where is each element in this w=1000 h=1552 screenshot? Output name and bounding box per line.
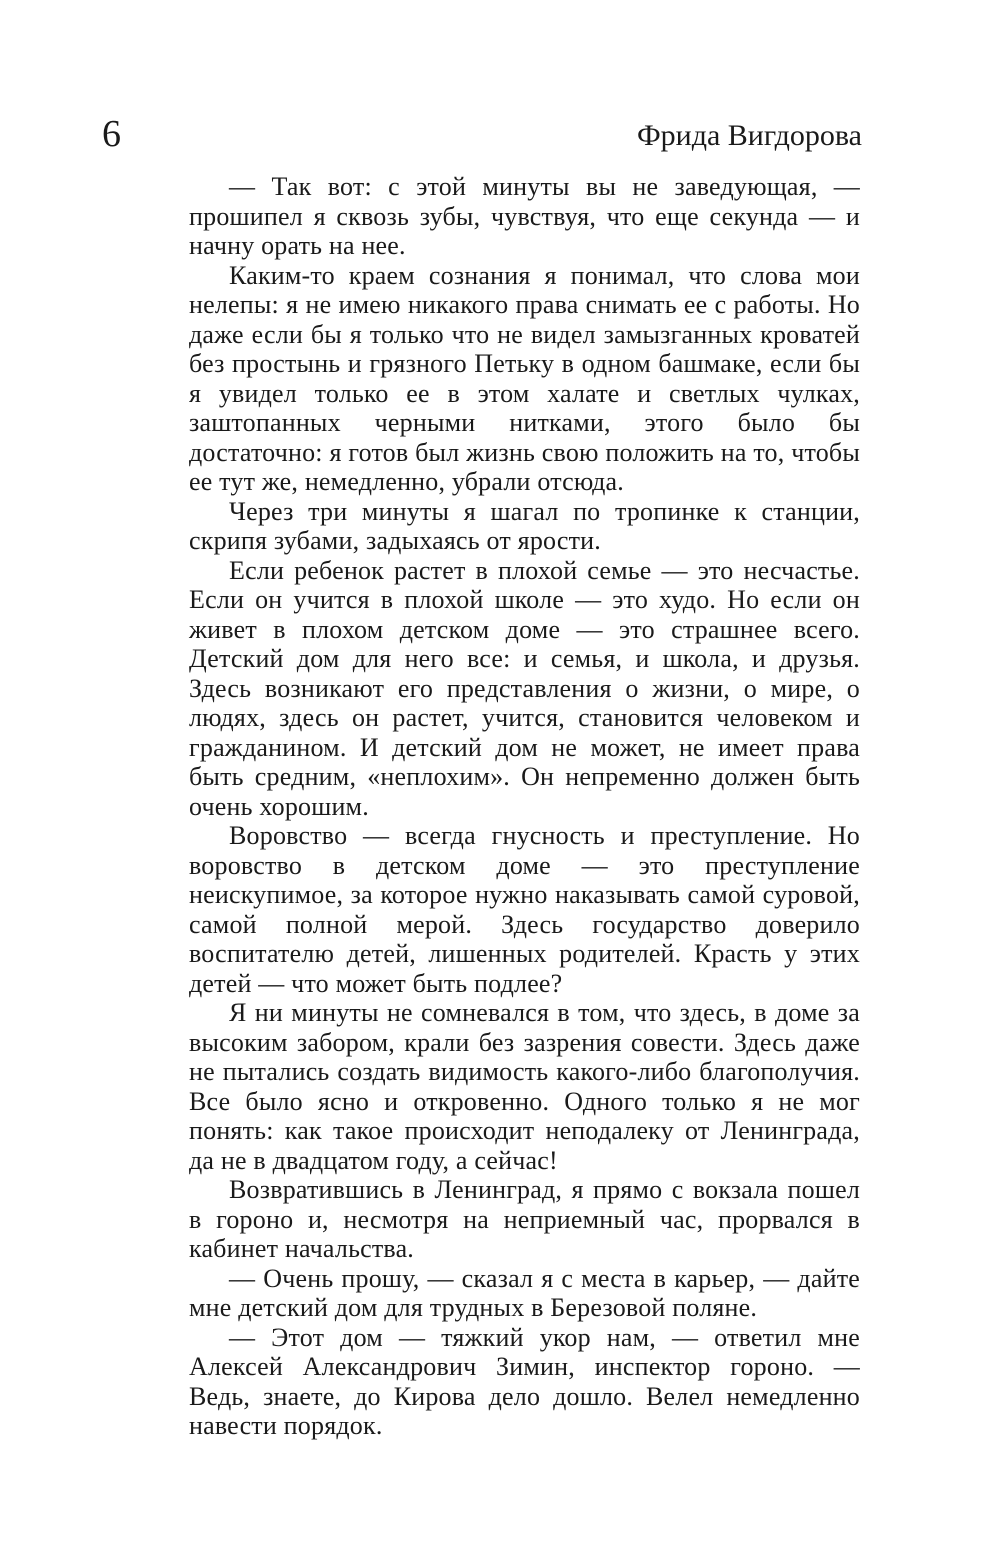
paragraph: Если ребенок растет в плохой семье — это несчастье. Если он учится в плохой школе — это худо. Но если он живет в плохом детском доме — это страшнее всего. Детский дом для него все: и семья, и школа, и друзья. Здесь возникают его представления о жизни, о мире, о людях, здесь он растет, учится, становится человеком и гражданином. И детский дом не может, не имеет права быть средним, «неплохим». Он непременно должен быть очень хорошим. (189, 555, 860, 821)
paragraph: Воровство — всегда гнусность и преступление. Но воровство в детском доме — это преступление неискупимое, за которое нужно наказывать самой суровой, самой полной мерой. Здесь государство доверило воспитателю детей, лишенных родителей. Красть у этих детей — что может быть подлее? (189, 821, 860, 998)
running-head (102, 108, 862, 160)
paragraph: Через три минуты я шагал по тропинке к станции, скрипя зубами, задыхаясь от ярости. (189, 496, 860, 555)
paragraph: — Этот дом — тяжкий укор нам, — ответил мне Алексей Александрович Зимин, инспектор гороно. — Ведь, знаете, до Кирова дело дошло. Велел немедленно навести порядок. (189, 1322, 860, 1440)
paragraph: — Так вот: с этой минуты вы не заведующая, — прошипел я сквозь зубы, чувствуя, что еще секунда — и начну орать на нее. (189, 172, 860, 260)
page-number: 6 (102, 113, 121, 155)
body-text (189, 172, 860, 1441)
paragraph: Каким-то краем сознания я понимал, что слова мои нелепы: я не имею никакого права снимать ее с работы. Но даже если бы я только что не видел замызганных кроватей без простынь и грязного Петьку в одном башмаке, если бы я увидел только ее в этом халате и светлых чулках, заштопанных черными нитками, этого было бы достаточно: я готов был жизнь свою положить на то, чтобы ее тут же, немедленно, убрали отсюда. (189, 260, 860, 496)
paragraph: Возвратившись в Ленинград, я прямо с вокзала пошел в гороно и, несмотря на неприемный час, прорвался в кабинет начальства. (189, 1175, 860, 1263)
paragraph: — Очень прошу, — сказал я с места в карьер, — дайте мне детский дом для трудных в Березовой поляне. (189, 1263, 860, 1322)
paragraph: Я ни минуты не сомневался в том, что здесь, в доме за высоким забором, крали без зазрения совести. Здесь даже не пытались создать видимость какого-либо благополучия. Все было ясно и откровенно. Одного только я не мог понять: как такое происходит неподалеку от Ленинграда, да не в двадцатом году, а сейчас! (189, 998, 860, 1175)
running-title: Фрида Вигдорова (636, 119, 862, 152)
